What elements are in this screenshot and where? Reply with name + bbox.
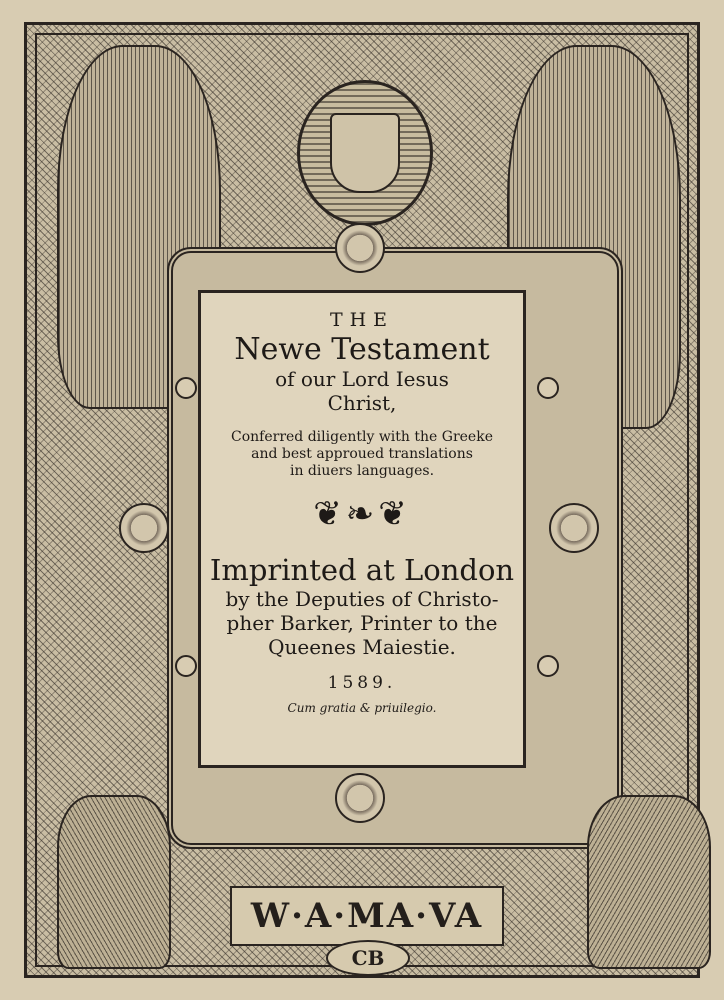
mask-left-icon: [119, 503, 169, 553]
publication-year: 1589.: [327, 673, 397, 693]
rosette-icon: [175, 377, 197, 399]
heraldic-shield-icon: [330, 113, 400, 193]
subtitle-line-1: Conferred diligently with the Greeke: [231, 429, 493, 445]
printer-mark-plaque: CB: [326, 940, 410, 976]
subtitle-line-3: in diuers languages.: [289, 463, 435, 479]
mask-right-icon: [549, 503, 599, 553]
rosette-icon: [537, 655, 559, 677]
mask-bottom-icon: [335, 773, 385, 823]
subtitle-line-2: and best approued translations: [251, 446, 473, 462]
fleuron-ornament-icon: ❦❧❦: [313, 494, 411, 534]
title-the: THE: [329, 309, 395, 331]
imprint-line: Imprinted at London: [209, 553, 515, 587]
rosette-icon: [175, 655, 197, 677]
mask-top-icon: [335, 223, 385, 273]
title-of-our-lord: of our Lord Iesus: [275, 367, 449, 391]
printer-line-3: Queenes Maiestie.: [268, 635, 456, 659]
printer-line-1: by the Deputies of Christo-: [225, 587, 499, 611]
printer-line-2: pher Barker, Printer to the: [226, 611, 498, 635]
rosette-icon: [537, 377, 559, 399]
dragon-supporter: [587, 795, 711, 969]
title-christ: Christ,: [327, 391, 397, 415]
royal-arms-crest: [297, 80, 433, 226]
title-newe-testament: Newe Testament: [234, 332, 490, 367]
lion-supporter: [57, 795, 171, 969]
title-cartouche: [198, 290, 526, 768]
engraver-monogram-plaque: W·A·MA·VA: [230, 886, 504, 946]
privilege-line: Cum gratia & priuilegio.: [287, 701, 437, 715]
